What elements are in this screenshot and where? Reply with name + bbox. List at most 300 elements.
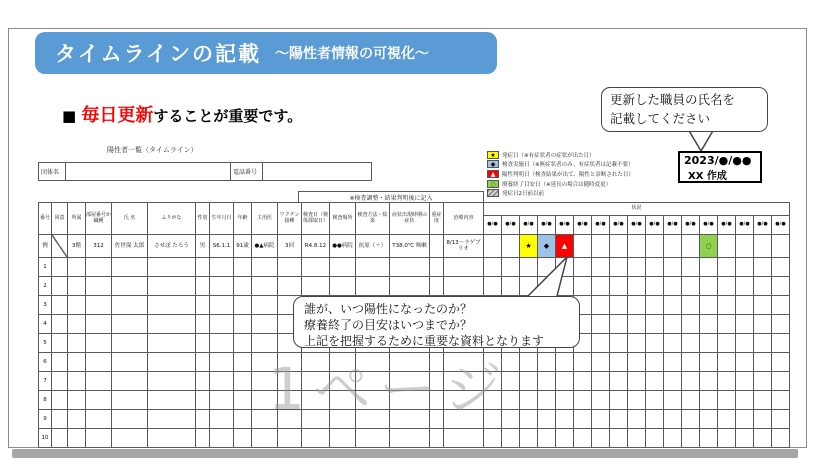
table-cell: [148, 410, 196, 429]
timeline-cell: [610, 429, 628, 448]
table-cell: 10: [38, 429, 52, 448]
timeline-cell: [502, 258, 520, 277]
table-cell: [68, 353, 86, 372]
timeline-cell: [736, 334, 754, 353]
timeline-cell: [592, 391, 610, 410]
timeline-cell: [610, 315, 628, 334]
table-cell: [196, 429, 210, 448]
table-cell: [234, 372, 252, 391]
phone-field: [263, 162, 372, 181]
column-header: 生年月日: [210, 202, 234, 235]
table-cell: [330, 277, 356, 296]
table-cell: [86, 258, 112, 277]
table-cell: [52, 315, 68, 334]
table-cell: [86, 296, 112, 315]
table-cell: [234, 410, 252, 429]
table-cell: [86, 429, 112, 448]
timeline-cell: [646, 372, 664, 391]
column-header: 主治医: [252, 202, 278, 235]
timeline-cell: [754, 353, 772, 372]
date-column-header: ●/●: [484, 216, 502, 235]
timeline-cell: [646, 315, 664, 334]
timeline-cell: [520, 391, 538, 410]
timeline-cell: [592, 372, 610, 391]
timeline-cell: [646, 296, 664, 315]
explanation-bubble: [293, 296, 580, 348]
timeline-cell: [772, 296, 790, 315]
timeline-cell: [664, 391, 682, 410]
table-cell: [86, 391, 112, 410]
timeline-cell: [754, 315, 772, 334]
timeline-cell: [754, 334, 772, 353]
timeline-cell: [556, 391, 574, 410]
column-header: 年齢: [234, 202, 252, 235]
timeline-cell: [682, 353, 700, 372]
table-cell: 2: [38, 277, 52, 296]
timeline-cell: [520, 429, 538, 448]
timeline-cell: [772, 258, 790, 277]
org-name-field: [66, 162, 231, 181]
column-header: ワクチン接種: [278, 202, 302, 235]
table-cell: [234, 429, 252, 448]
table-cell: [148, 334, 196, 353]
column-header: 重症度: [430, 202, 444, 235]
page-number-watermark: 1ページ: [268, 355, 510, 423]
timeline-cell: [520, 258, 538, 277]
table-cell: [210, 334, 234, 353]
date-column-header: ●/●: [610, 216, 628, 235]
timeline-cell: [592, 277, 610, 296]
table-cell: [112, 277, 148, 296]
timeline-cell: [574, 429, 592, 448]
timeline-cell: [592, 410, 610, 429]
example-cell: [52, 235, 68, 258]
timeline-cell: [682, 235, 700, 258]
timeline-cell: [664, 258, 682, 277]
timeline-cell: [520, 353, 538, 372]
timeline-cell: [628, 391, 646, 410]
timeline-cell: ▲: [556, 235, 574, 258]
table-cell: [430, 429, 444, 448]
date-column-header: ●/●: [682, 216, 700, 235]
timeline-cell: [556, 277, 574, 296]
timeline-cell: [592, 258, 610, 277]
column-header: 同意: [52, 202, 68, 235]
date-column-header: ●/●: [700, 216, 718, 235]
timeline-cell: [538, 372, 556, 391]
table-cell: [148, 315, 196, 334]
timeline-cell: [556, 429, 574, 448]
timeline-cell: [682, 372, 700, 391]
table-cell: [52, 258, 68, 277]
table-cell: [86, 277, 112, 296]
timeline-cell: [664, 277, 682, 296]
table-cell: [278, 277, 302, 296]
timeline-cell: [754, 277, 772, 296]
timeline-cell: [664, 315, 682, 334]
table-cell: [86, 410, 112, 429]
timeline-cell: [700, 315, 718, 334]
table-cell: [390, 258, 430, 277]
table-cell: 8: [38, 391, 52, 410]
timeline-cell: [646, 235, 664, 258]
timeline-cell: [610, 353, 628, 372]
org-form: [38, 162, 372, 181]
table-cell: [68, 372, 86, 391]
table-cell: [252, 296, 278, 315]
timeline-cell: [628, 334, 646, 353]
legend-swatch-hatch: [487, 189, 499, 197]
table-cell: [390, 429, 430, 448]
legend-item: [487, 160, 634, 170]
timeline-cell: [610, 410, 628, 429]
org-name-label: 団体名: [38, 162, 66, 181]
table-cell: [234, 315, 252, 334]
headline-emphasis: 毎日更新: [81, 105, 154, 126]
phone-label: 電話番号: [231, 162, 263, 181]
example-cell: 抗原（＋）: [356, 235, 390, 258]
column-header: ふりがな: [148, 202, 196, 235]
table-cell: [444, 258, 484, 277]
status-band-header: 状況: [484, 202, 790, 216]
timeline-cell: [574, 258, 592, 277]
column-header: 所属: [68, 202, 86, 235]
legend-swatch-symbol: ▲: [487, 170, 499, 178]
timeline-cell: [484, 277, 502, 296]
table-cell: [52, 429, 68, 448]
timeline-cell: [520, 410, 538, 429]
table-cell: [430, 258, 444, 277]
table-cell: [68, 334, 86, 353]
timeline-cell: [538, 258, 556, 277]
timeline-cell: [628, 315, 646, 334]
table-cell: [234, 277, 252, 296]
page-title: タイムラインの記載: [55, 42, 261, 66]
table-cell: [196, 353, 210, 372]
table-cell: [196, 410, 210, 429]
table-cell: [148, 258, 196, 277]
date-column-header: ●/●: [646, 216, 664, 235]
timeline-cell: [646, 258, 664, 277]
example-cell: 例: [38, 235, 52, 258]
timeline-cell: [682, 258, 700, 277]
table-cell: [210, 372, 234, 391]
table-cell: [330, 429, 356, 448]
timeline-cell: [754, 372, 772, 391]
table-cell: [68, 429, 86, 448]
test-note: ※検査調整・結果判明後に記入: [298, 191, 484, 203]
timeline-cell: [610, 372, 628, 391]
table-cell: [210, 410, 234, 429]
date-column-header: ●/●: [556, 216, 574, 235]
timeline-cell: [628, 410, 646, 429]
example-cell: 男: [196, 235, 210, 258]
table-cell: [210, 277, 234, 296]
table-cell: [112, 391, 148, 410]
timeline-cell: [628, 429, 646, 448]
table-cell: [112, 334, 148, 353]
timeline-cell: [520, 277, 538, 296]
timeline-cell: [736, 315, 754, 334]
column-header: 検査日（検体採取日）: [302, 202, 330, 235]
table-cell: [68, 296, 86, 315]
bubble-line3: 上記を把握するために重要な資料となります: [304, 334, 545, 349]
timeline-cell: [682, 315, 700, 334]
table-cell: [52, 391, 68, 410]
table-cell: [234, 296, 252, 315]
timeline-cell: [646, 277, 664, 296]
timeline-cell: [556, 372, 574, 391]
legend-label: 療養終了目安日（※延長の場合は随時変更）: [502, 181, 612, 188]
timeline-cell: [610, 277, 628, 296]
update-callout-line1: 更新した職員の氏名を: [610, 92, 736, 107]
legend: [487, 150, 634, 198]
table-cell: [430, 277, 444, 296]
legend-swatch-symbol: ★: [487, 151, 499, 159]
timeline-cell: [610, 296, 628, 315]
table-cell: [390, 277, 430, 296]
legend-swatch-symbol: ◆: [487, 160, 499, 168]
column-header: 検査場所: [330, 202, 356, 235]
table-cell: [112, 296, 148, 315]
timeline-cell: [556, 258, 574, 277]
bottom-gray-bar: [12, 449, 798, 458]
timeline-cell: [664, 429, 682, 448]
example-cell: R4.8.12: [302, 235, 330, 258]
table-cell: [210, 315, 234, 334]
timeline-cell: [592, 235, 610, 258]
table-cell: [444, 277, 484, 296]
table-cell: [196, 315, 210, 334]
legend-label: 検査実施日（※無症状者のみ、有症状者は記載不要）: [502, 162, 634, 169]
timeline-cell: [754, 410, 772, 429]
date-column-header: ●/●: [718, 216, 736, 235]
table-cell: [86, 372, 112, 391]
table-cell: [52, 410, 68, 429]
table-cell: [210, 391, 234, 410]
column-header: 氏 名: [112, 202, 148, 235]
timeline-cell: [664, 235, 682, 258]
date-column-header: ●/●: [592, 216, 610, 235]
timeline-cell: [610, 235, 628, 258]
timeline-cell: [700, 372, 718, 391]
table-cell: [196, 372, 210, 391]
legend-swatch-symbol: ○: [487, 180, 499, 188]
timeline-cell: [718, 410, 736, 429]
timeline-cell: [700, 391, 718, 410]
table-cell: [356, 277, 390, 296]
table-cell: [252, 258, 278, 277]
table-cell: [112, 353, 148, 372]
legend-item: [487, 188, 634, 198]
table-cell: [68, 410, 86, 429]
timeline-cell: [772, 334, 790, 353]
timeline-cell: [718, 315, 736, 334]
table-cell: [196, 277, 210, 296]
table-cell: [210, 353, 234, 372]
table-cell: [234, 334, 252, 353]
table-cell: [234, 258, 252, 277]
table-cell: [112, 315, 148, 334]
timeline-cell: [502, 235, 520, 258]
table-cell: [234, 391, 252, 410]
column-header: 症状出現時期の症状: [390, 202, 430, 235]
timeline-cell: [682, 334, 700, 353]
page-subtitle: 〜陽性者情報の可視化〜: [274, 46, 429, 62]
table-cell: 7: [38, 372, 52, 391]
table-cell: 6: [38, 353, 52, 372]
timeline-cell: [520, 372, 538, 391]
table-cell: [86, 353, 112, 372]
timeline-cell: [592, 296, 610, 315]
example-cell: 8/13〜ラゲブリオ: [444, 235, 484, 258]
example-cell: ●▲病院: [252, 235, 278, 258]
timeline-cell: [736, 235, 754, 258]
legend-label: 発症日2日前以前: [502, 191, 544, 198]
example-cell: [430, 235, 444, 258]
example-cell: 佐世保 太郎: [112, 235, 148, 258]
timeline-cell: [556, 410, 574, 429]
timeline-cell: [646, 410, 664, 429]
stamp-author: XX 作成: [688, 171, 727, 182]
table-cell: 3: [38, 296, 52, 315]
table-cell: [356, 258, 390, 277]
table-cell: [148, 277, 196, 296]
table-cell: [444, 429, 484, 448]
timeline-cell: [736, 410, 754, 429]
legend-label: 陽性判明日（検査結果が出て、陽性と診断された日）: [502, 171, 634, 178]
timeline-cell: [754, 258, 772, 277]
legend-item: [487, 150, 634, 160]
timeline-cell: [682, 391, 700, 410]
timeline-cell: [754, 429, 772, 448]
timeline-cell: [664, 296, 682, 315]
stamp-date: 2023/●/●●: [684, 154, 752, 167]
bubble-line1: 誰が、いつ陽性になったのか？: [304, 302, 473, 316]
table-cell: [68, 391, 86, 410]
table-cell: [86, 334, 112, 353]
timeline-cell: [700, 334, 718, 353]
timeline-cell: [772, 372, 790, 391]
column-header: 番号: [38, 202, 52, 235]
timeline-cell: [736, 258, 754, 277]
table-cell: [210, 296, 234, 315]
timeline-cell: [592, 353, 610, 372]
table-cell: [278, 258, 302, 277]
timeline-cell: [628, 277, 646, 296]
table-cell: 5: [38, 334, 52, 353]
table-cell: [302, 429, 330, 448]
timeline-cell: [700, 353, 718, 372]
table-cell: [148, 391, 196, 410]
bullet-square-icon: ■: [62, 107, 77, 125]
timeline-cell: [610, 391, 628, 410]
timeline-cell: [538, 391, 556, 410]
timeline-cell: [646, 353, 664, 372]
timeline-cell: [646, 334, 664, 353]
headline-rest: することが重要です。: [153, 107, 303, 125]
timeline-cell: [772, 315, 790, 334]
date-column-header: ●/●: [538, 216, 556, 235]
table-cell: [196, 296, 210, 315]
table-cell: [330, 258, 356, 277]
timeline-cell: [592, 334, 610, 353]
timeline-cell: [628, 258, 646, 277]
timeline-cell: [574, 277, 592, 296]
date-column-header: ●/●: [520, 216, 538, 235]
timeline-cell: [538, 410, 556, 429]
table-cell: [252, 315, 278, 334]
timeline-cell: [502, 429, 520, 448]
timeline-cell: [700, 429, 718, 448]
timeline-cell: [574, 391, 592, 410]
timeline-cell: [718, 353, 736, 372]
headline: [62, 101, 302, 127]
timeline-cell: [574, 353, 592, 372]
table-cell: [86, 315, 112, 334]
timeline-cell: [682, 410, 700, 429]
table-cell: [252, 429, 278, 448]
column-header: 性別: [196, 202, 210, 235]
update-callout: [601, 87, 768, 132]
timeline-cell: [700, 277, 718, 296]
timeline-cell: [700, 258, 718, 277]
example-cell: 312: [86, 235, 112, 258]
timeline-cell: [718, 258, 736, 277]
table-cell: [68, 277, 86, 296]
example-cell: させぼ たろう: [148, 235, 196, 258]
timeline-cell: [574, 372, 592, 391]
timeline-cell: ◆: [538, 235, 556, 258]
timeline-cell: [484, 235, 502, 258]
timeline-cell: [772, 410, 790, 429]
table-cell: [52, 372, 68, 391]
timeline-cell: [736, 353, 754, 372]
timeline-cell: ○: [700, 235, 718, 258]
title-bar: [35, 32, 497, 74]
timeline-cell: [754, 296, 772, 315]
table-cell: [148, 296, 196, 315]
table-cell: [112, 372, 148, 391]
table-cell: [252, 277, 278, 296]
table-cell: [112, 410, 148, 429]
date-column-header: ●/●: [664, 216, 682, 235]
timeline-cell: [718, 372, 736, 391]
timeline-cell: [556, 353, 574, 372]
date-author-stamp: [678, 151, 762, 183]
date-column-header: ●/●: [574, 216, 592, 235]
table-cell: [112, 429, 148, 448]
table-cell: [196, 258, 210, 277]
date-column-header: ●/●: [772, 216, 790, 235]
example-cell: S6.1.1: [210, 235, 234, 258]
timeline-cell: [664, 372, 682, 391]
table-cell: [112, 258, 148, 277]
timeline-cell: [718, 334, 736, 353]
example-cell: 3回: [278, 235, 302, 258]
table-cell: [52, 334, 68, 353]
table-cell: 1: [38, 258, 52, 277]
timeline-cell: [664, 410, 682, 429]
timeline-cell: [772, 353, 790, 372]
table-cell: [210, 258, 234, 277]
timeline-cell: [754, 235, 772, 258]
timeline-cell: [538, 429, 556, 448]
table-cell: [210, 429, 234, 448]
table-cell: [234, 353, 252, 372]
example-cell: T38.0℃ 咳嗽: [390, 235, 430, 258]
timeline-cell: [736, 391, 754, 410]
